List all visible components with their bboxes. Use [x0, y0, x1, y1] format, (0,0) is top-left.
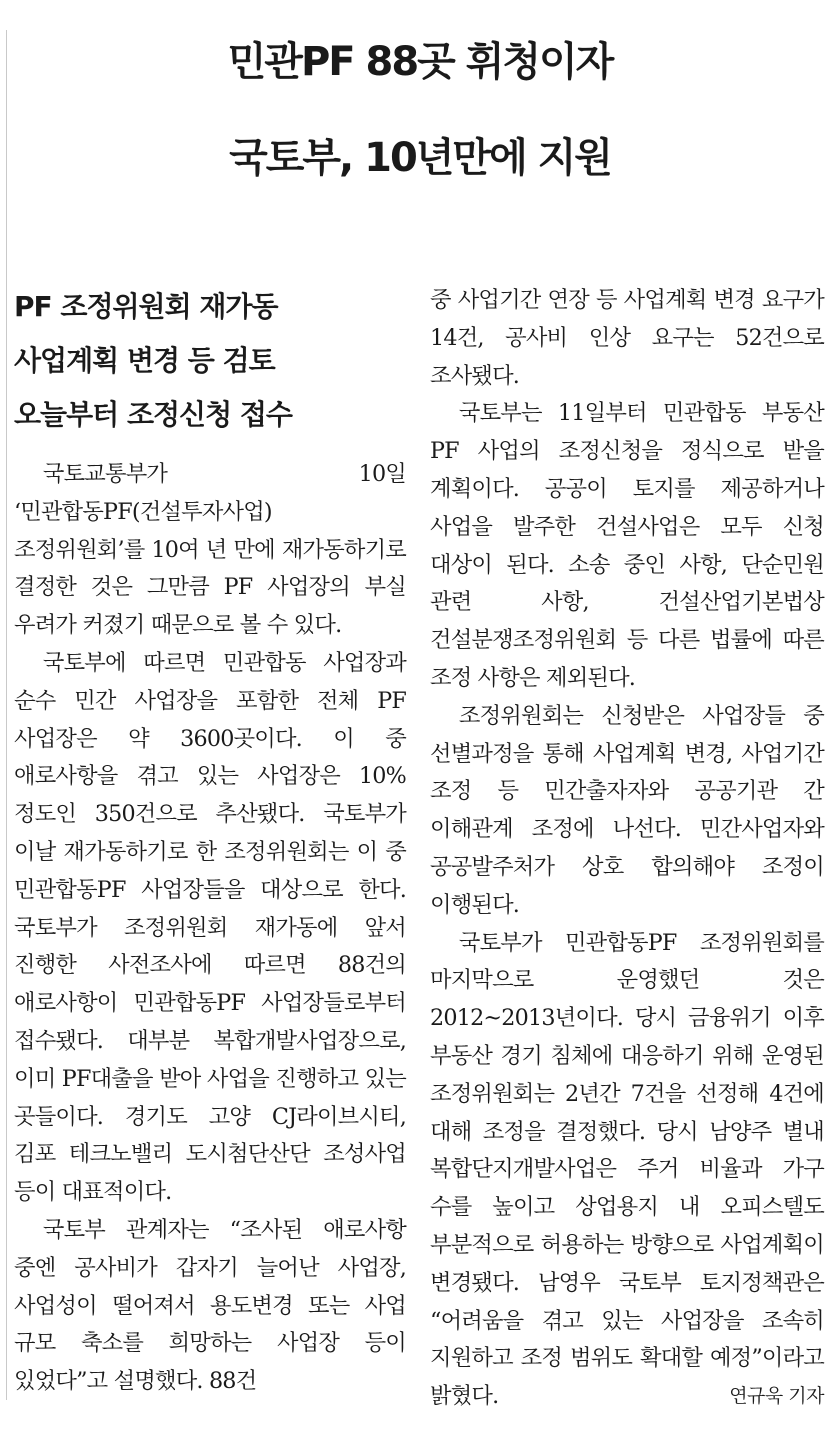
paragraph-right-1: 중 사업기간 연장 등 사업계획 변경 요구가 14건, 공사비 인상 요구는 52건으로 조사됐다. [430, 287, 824, 389]
subheads [14, 280, 406, 442]
article-column-right [430, 282, 824, 1416]
paragraph-left-2: 국토부에 따르면 민관합동 사업장과 순수 민간 사업장을 포함한 전체 PF 사업장은 약 3600곳이다. 이 중 애로사항을 겪고 있는 사업장은 10% 정도인 350건으로 추산됐다. 국토부가 이날 재가동하기로 한 조정위원회는 이 중 민관합동PF 사업장들을 대상으로 한다. 국토부가 조정위원회 재가동에 앞서 진행한 사전조사에 따르면 88건의 애로사항이 민관합동PF 사업장들로부터 접수됐다. 대부분 복합개발사업장으로, 이미 PF대출을 받아 사업을 진행하고 있는 곳들이다. 경기도 고양 CJ라이브시티, 김포 테크노밸리 도시첨단산단 조성사업 등이 대표적이다. [14, 649, 406, 1206]
paragraph-left-1: 국토교통부가 10일 ‘민관합동PF(건설투자사업) 조정위원회’를 10여 년 만에 재가동하기로 결정한 것은 그만큼 PF 사업장의 부실 우려가 커졌기 때문으로 볼 수 있다. [14, 461, 406, 639]
headline-line-2: 국토부, 10년만에 지원 [229, 135, 611, 181]
subhead-1: PF 조정위원회 재가동 [14, 290, 278, 323]
subhead-2: 사업계획 변경 등 검토 [14, 344, 275, 377]
headline [0, 14, 840, 206]
headline-line-1: 민관PF 88곳 휘청이자 [227, 39, 613, 85]
byline: 연규욱 기자 [729, 1385, 824, 1408]
article-column-left [14, 280, 406, 1401]
subhead-3: 오늘부터 조정신청 접수 [14, 398, 292, 431]
paragraph-right-4-text: 국토부가 민관합동PF 조정위원회를 마지막으로 운영했던 것은 2012~2013년이다. 당시 금융위기 이후 부동산 경기 침체에 대응하기 위해 운영된 조정위원회는 2년간 7건을 선정해 4건에 대해 조정을 결정했다. 당시 남양주 별내 복합단지개발사업은 주거 비율과 가구 수를 높이고 상업용지 내 오피스텔도 부분적으로 허용하는 방향으로 사업계획이 변경됐다. 남영우 국토부 토지정책관은 “어려움을 겪고 있는 사업장을 조속히 지원하고 조정 범위도 확대할 예정”이라고 밝혔다. [430, 929, 824, 1410]
paragraph-right-2: 국토부는 11일부터 민관합동 부동산 PF 사업의 조정신청을 정식으로 받을 계획이다. 공공이 토지를 제공하거나 사업을 발주한 건설사업은 모두 신청 대상이 된다. 소송 중인 사항, 단순민원 관련 사항, 건설산업기본법상 건설분쟁조정위원회 등 다른 법률에 따른 조정 사항은 제외된다. [430, 400, 824, 691]
column-edge-line [6, 30, 7, 1400]
paragraph-left-3: 국토부 관계자는 “조사된 애로사항 중엔 공사비가 갑자기 늘어난 사업장, 사업성이 떨어져서 용도변경 또는 사업 규모 축소를 희망하는 사업장 등이 있었다”고 설명했다. 88건 [14, 1216, 406, 1395]
paragraph-right-4 [430, 925, 824, 1416]
paragraph-right-3: 조정위원회는 신청받은 사업장들 중 선별과정을 통해 사업계획 변경, 사업기간 조정 등 민간출자자와 공공기관 간 이해관계 조정에 나선다. 민간사업자와 공공발주처가 상호 합의해야 조정이 이행된다. [430, 702, 824, 918]
